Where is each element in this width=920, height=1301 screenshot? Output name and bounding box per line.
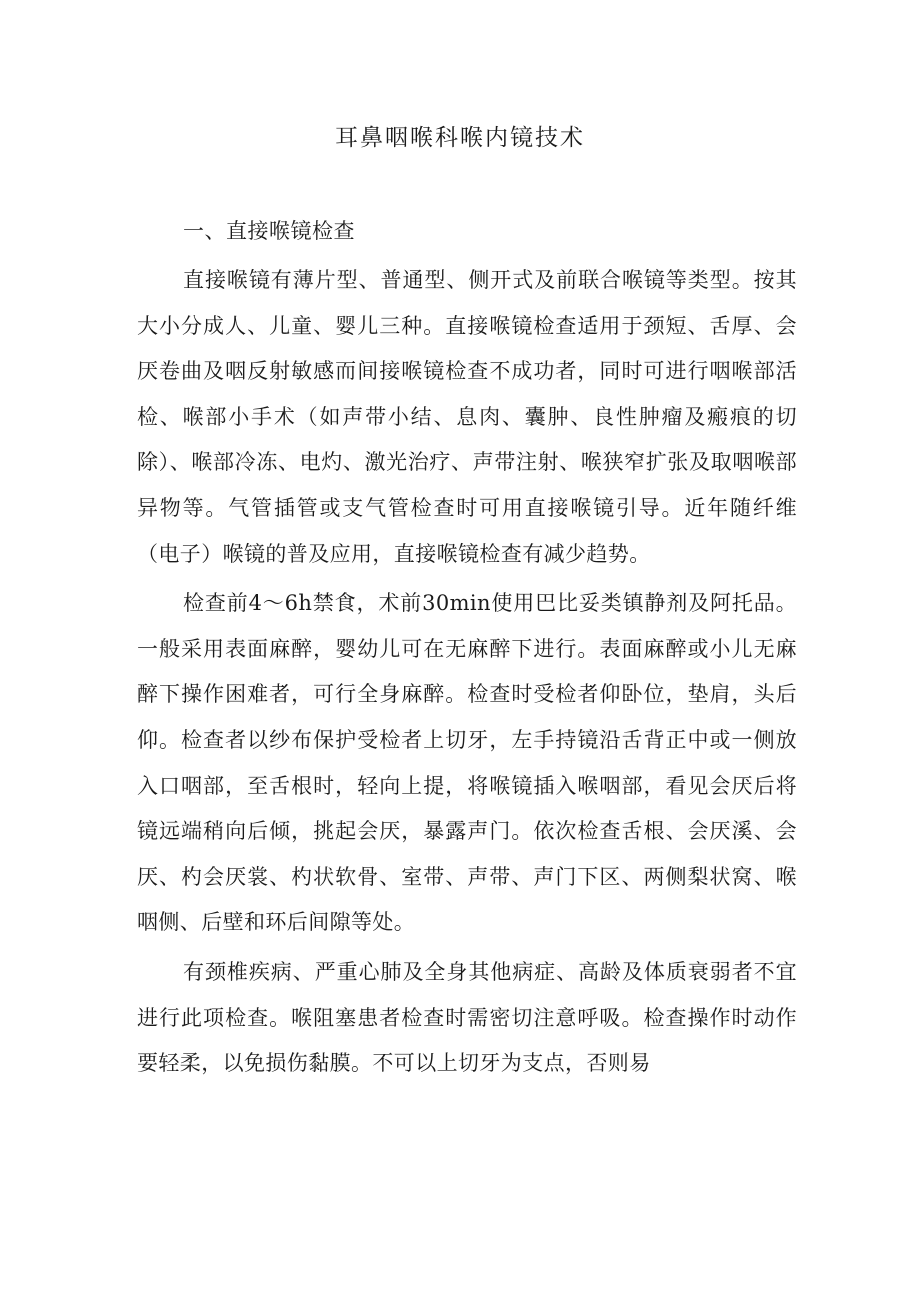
paragraph-laryngoscope-types: 直接喉镜有薄片型、普通型、侧开式及前联合喉镜等类型。按其大小分成人、儿童、婴儿三种。直接喉镜检查适用于颈短、舌厚、会厌卷曲及咽反射敏感而间接喉镜检查不成功者，同时可进行咽喉部活检、喉部小手术（如声带小结、息肉、囊肿、良性肿瘤及瘢痕的切除）、喉部冷冻、电灼、激光治疗、声带注射、喉狭窄扩张及取咽喉部异物等。气管插管或支气管检查时可用直接喉镜引导。近年随纤维（电子）喉镜的普及应用，直接喉镜检查有减少趋势。 (137, 268, 797, 566)
document-title: 耳鼻咽喉科喉内镜技术 (335, 125, 585, 151)
section-heading: 一、直接喉镜检查 (183, 219, 355, 243)
paragraph-procedure: 检查前4～6h禁食，术前30min使用巴比妥类镇静剂及阿托品。一般采用表面麻醉，婴幼儿可在无麻醉下进行。表面麻醉或小儿无麻醉下操作困难者，可行全身麻醉。检查时受检者仰卧位，垫肩，头后仰。检查者以纱布保护受检者上切牙，左手持镜沿舌背正中或一侧放入口咽部，至舌根时，轻向上提，将喉镜插入喉咽部，看见会厌后将镜远端稍向后倾，挑起会厌，暴露声门。依次检查舌根、会厌溪、会厌、杓会厌裳、杓状软骨、室带、声带、声门下区、两侧梨状窝、喉咽侧、后壁和环后间隙等处。 (137, 591, 797, 935)
paragraph-contraindications: 有颈椎疾病、严重心肺及全身其他病症、高龄及体质衰弱者不宜进行此项检查。喉阻塞患者检查时需密切注意呼吸。检查操作时动作要轻柔，以免损伤黏膜。不可以上切牙为支点，否则易 (137, 959, 797, 1076)
document-body (137, 208, 797, 1087)
